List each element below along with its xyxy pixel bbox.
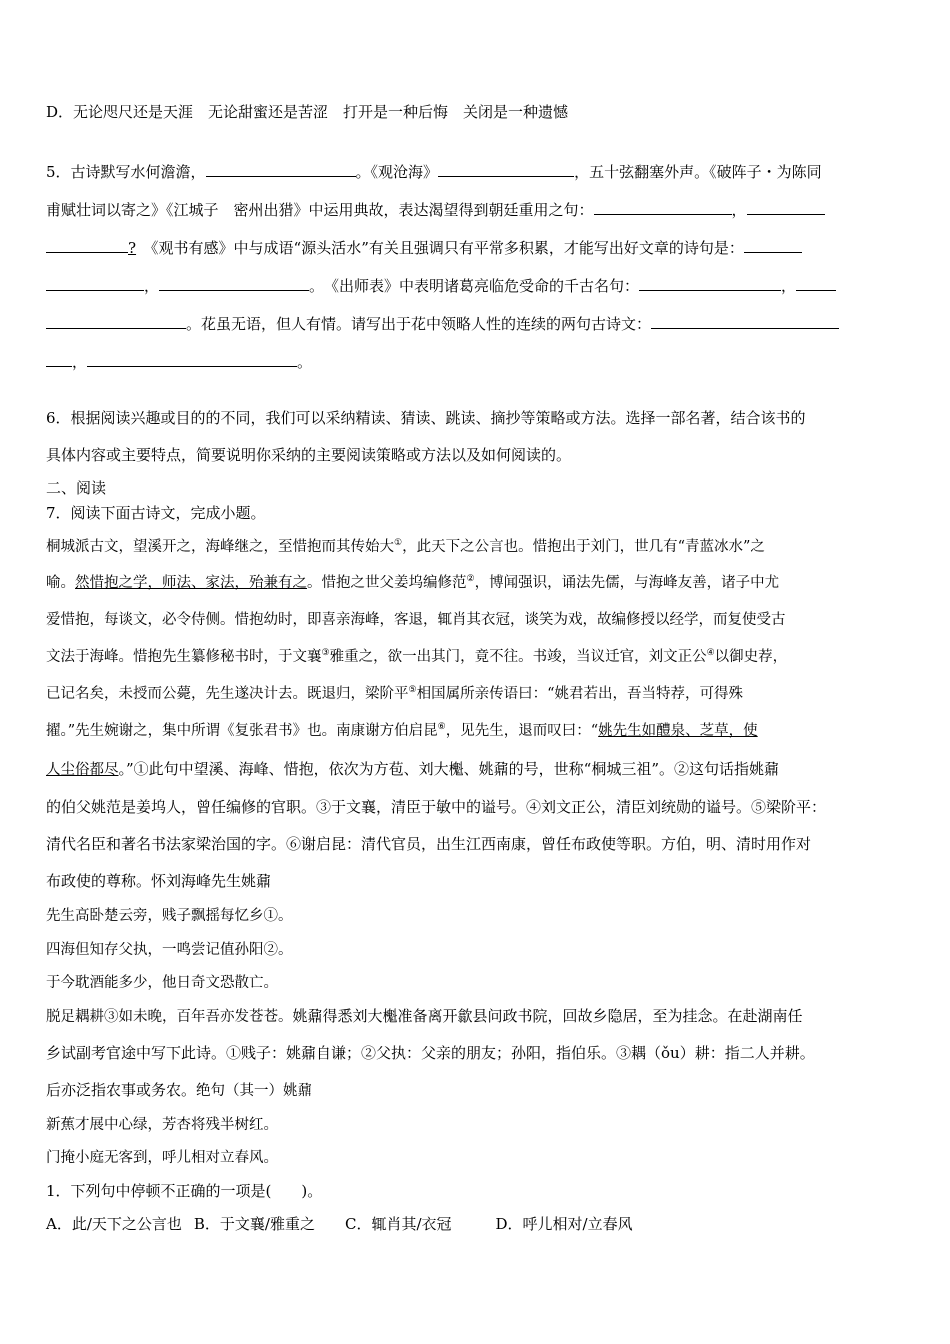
q5-line-6 [46, 352, 906, 372]
passage-text: 已记名矣，未授而公薨，先生遂决计去。既退归，梁阶平 [46, 686, 409, 702]
notes-text: 。”①此句中望溪、海峰、惜抱，依次为方苞、刘大櫆、姚鼐的号，世称“桐城三祖”。②这句话指姚鼐 [118, 760, 780, 778]
footnote-mark: ② [466, 574, 475, 585]
passage-text: ，见先生，退而叹曰：“ [445, 723, 599, 739]
underlined-sentence: 然惜抱之学，师法、家法，殆兼有之 [75, 575, 307, 591]
option-c[interactable]: C．辄肖其/衣冠 [344, 1215, 452, 1233]
passage-line [46, 537, 906, 557]
notes-text: 姚鼐得悉刘大櫆准备离开歙县问政书院，回故乡隐居，至为挂念。在赴湖南任 [292, 1007, 803, 1025]
q5-text: ，五十弦翻塞外声。《破阵子・为陈同 [574, 163, 822, 181]
notes-line [46, 1080, 906, 1101]
option-d-line: D．无论咫尺还是天涯 无论甜蜜还是苦涩 打开是一种后悔 关闭是一种遗憾 [46, 103, 569, 121]
q5-text: ， [731, 201, 747, 219]
answer-blank[interactable] [46, 238, 128, 253]
poem-line: 门掩小庭无客到，呼儿相对立春风。 [46, 1150, 278, 1166]
options-line [46, 1214, 906, 1234]
answer-blank[interactable] [594, 200, 732, 215]
q5-text: 。 [297, 353, 313, 371]
notes-line: 清代名臣和著名书法家梁治国的字。⑥谢启昆：清代官员，出生江西南康，曾任布政使等职。方伯，明、清时用作对 [46, 835, 812, 853]
answer-blank[interactable] [46, 276, 144, 291]
answer-blank[interactable] [438, 162, 574, 177]
footnote-mark: ④ [706, 648, 715, 659]
q5-text: 5．古诗默写水何澹澹， [46, 163, 206, 181]
answer-blank[interactable] [206, 162, 356, 177]
q6-line-1: 6．根据阅读兴趣或目的的不同，我们可以采纳精读、猜读、跳读、摘抄等策略或方法。选择一部名著，结合该书的 [46, 409, 806, 427]
passage-text: 擢。”先生婉谢之，集中所谓《复张君书》也。南康谢方伯启昆 [46, 723, 438, 739]
poem-title: 绝句（其一）姚鼐 [196, 1083, 313, 1099]
q5-text: 。 《出师表》中表明诸葛亮临危受命的千古名句： [309, 277, 640, 295]
answer-blank[interactable] [747, 200, 825, 215]
q5-text: 甫赋壮词以寄之》《江城子 密州出猎》中运用典故，表达渴望得到朝廷重用之句： [46, 201, 594, 219]
option-b[interactable]: B．于文襄/雅重之 [193, 1215, 315, 1233]
passage-line [46, 573, 906, 593]
passage-text: 文法于海峰。惜抱先生纂修秘书时，于文襄 [46, 649, 322, 665]
passage-line [46, 647, 906, 667]
underlined-sentence: 人尘俗都尽 [46, 762, 119, 778]
answer-blank[interactable] [796, 276, 836, 291]
notes-line: 乡试副考官途中写下此诗。①贱子：姚鼐自谦；②父执：父亲的朋友；孙阳，指伯乐。③耦（ǒu）耕：指二人并耕。 [46, 1044, 815, 1062]
notes-line: 的伯父姚范是姜坞人，曾任编修的官职。③于文襄，清臣于敏中的谥号。④刘文正公，清臣刘统勋的谥号。⑤梁阶平： [46, 798, 827, 816]
answer-blank[interactable] [46, 314, 186, 329]
section-heading: 二、阅读 [46, 479, 107, 497]
q7-intro: 7．阅读下面古诗文，完成小题。 [46, 504, 266, 522]
footnote-mark: ⑤ [408, 685, 417, 696]
notes-line: 布政使的尊称。怀刘海峰先生姚鼐 [46, 872, 272, 890]
option-a[interactable]: A．此/天下之公言也 [46, 1215, 182, 1233]
poem-text: 脱足耦耕③如未晚，百年吾亦发苍苍。 [46, 1009, 293, 1025]
underlined-sentence: 姚先生如醴泉、芝草，使 [598, 723, 758, 739]
q5-text: 。《观沧海》 [355, 163, 439, 181]
answer-blank[interactable] [744, 238, 802, 253]
passage-text: 喻。 [46, 575, 75, 591]
q5-line-2 [46, 200, 906, 220]
q5-line-4 [46, 276, 906, 296]
passage-text: 桐城派古文，望溪开之，海峰继之，至惜抱而其传始大 [46, 539, 394, 555]
passage-line: 爱惜抱，每谈文，必令侍侧。惜抱幼时，即喜亲海峰，客退，辄肖其衣冠，谈笑为戏，故编修授以经学，而复使受古 [46, 612, 786, 628]
q5-text: ， [781, 277, 797, 295]
passage-text: 雅重之，欲一出其门，竟不往。书竣，当议迁官，刘文正公 [329, 649, 707, 665]
answer-blank[interactable] [46, 352, 72, 367]
passage-line [46, 684, 906, 704]
sub-question-1: 1．下列句中停顿不正确的一项是( )。 [46, 1182, 323, 1200]
footnote-mark: ① [394, 538, 403, 549]
footnote-mark: ⑥ [437, 722, 446, 733]
answer-blank[interactable] [639, 276, 781, 291]
answer-blank[interactable] [651, 314, 839, 329]
passage-text: ，此天下之公言也。惜抱出于刘门，世几有“青蓝冰水”之 [402, 539, 765, 555]
passage-text: 。惜抱之世父姜坞编修范 [307, 575, 467, 591]
passage-line [46, 759, 906, 780]
q5-text: ， [144, 277, 160, 295]
q5-text: ， [72, 353, 88, 371]
answer-blank[interactable] [87, 352, 297, 367]
passage-text: 相国属所亲传语曰：“姚君若出，吾当特荐，可得殊 [416, 686, 743, 702]
q5-line-3 [46, 238, 906, 258]
poem-line: 新蕉才展中心绿，芳杏将残半树红。 [46, 1117, 278, 1133]
poem-line: 四海但知存父执，一鸣尝记值孙阳②。 [46, 942, 293, 958]
poem-line [46, 1006, 906, 1027]
q5-line-5 [46, 314, 906, 334]
footnote-mark: ③ [321, 648, 330, 659]
q5-line-1 [46, 162, 906, 182]
q5-text: 。花虽无语，但人有情。请写出于花中领略人性的连续的两句古诗文： [186, 315, 652, 333]
q6-line-2: 具体内容或主要特点，简要说明你采纳的主要阅读策略或方法以及如何阅读的。 [46, 446, 572, 464]
q5-text: ? [128, 239, 137, 257]
passage-line [46, 721, 906, 741]
passage-text: 以御史荐， [714, 649, 788, 665]
answer-blank[interactable] [159, 276, 309, 291]
notes-text: 后亦泛指农事或务农。 [46, 1081, 197, 1099]
option-d[interactable]: D．呼儿相对/立春风 [495, 1215, 633, 1233]
q5-text: 《观书有感》中与成语“源头活水”有关且强调只有平常多积累，才能写出好文章的诗句是： [136, 239, 744, 257]
poem-line: 先生高卧楚云旁，贱子飘摇每忆乡①。 [46, 908, 293, 924]
passage-text: ，博闻强识，诵法先儒，与海峰友善，诸子中尤 [474, 575, 780, 591]
poem-line: 于今耽酒能多少，他日奇文恐散亡。 [46, 975, 278, 991]
